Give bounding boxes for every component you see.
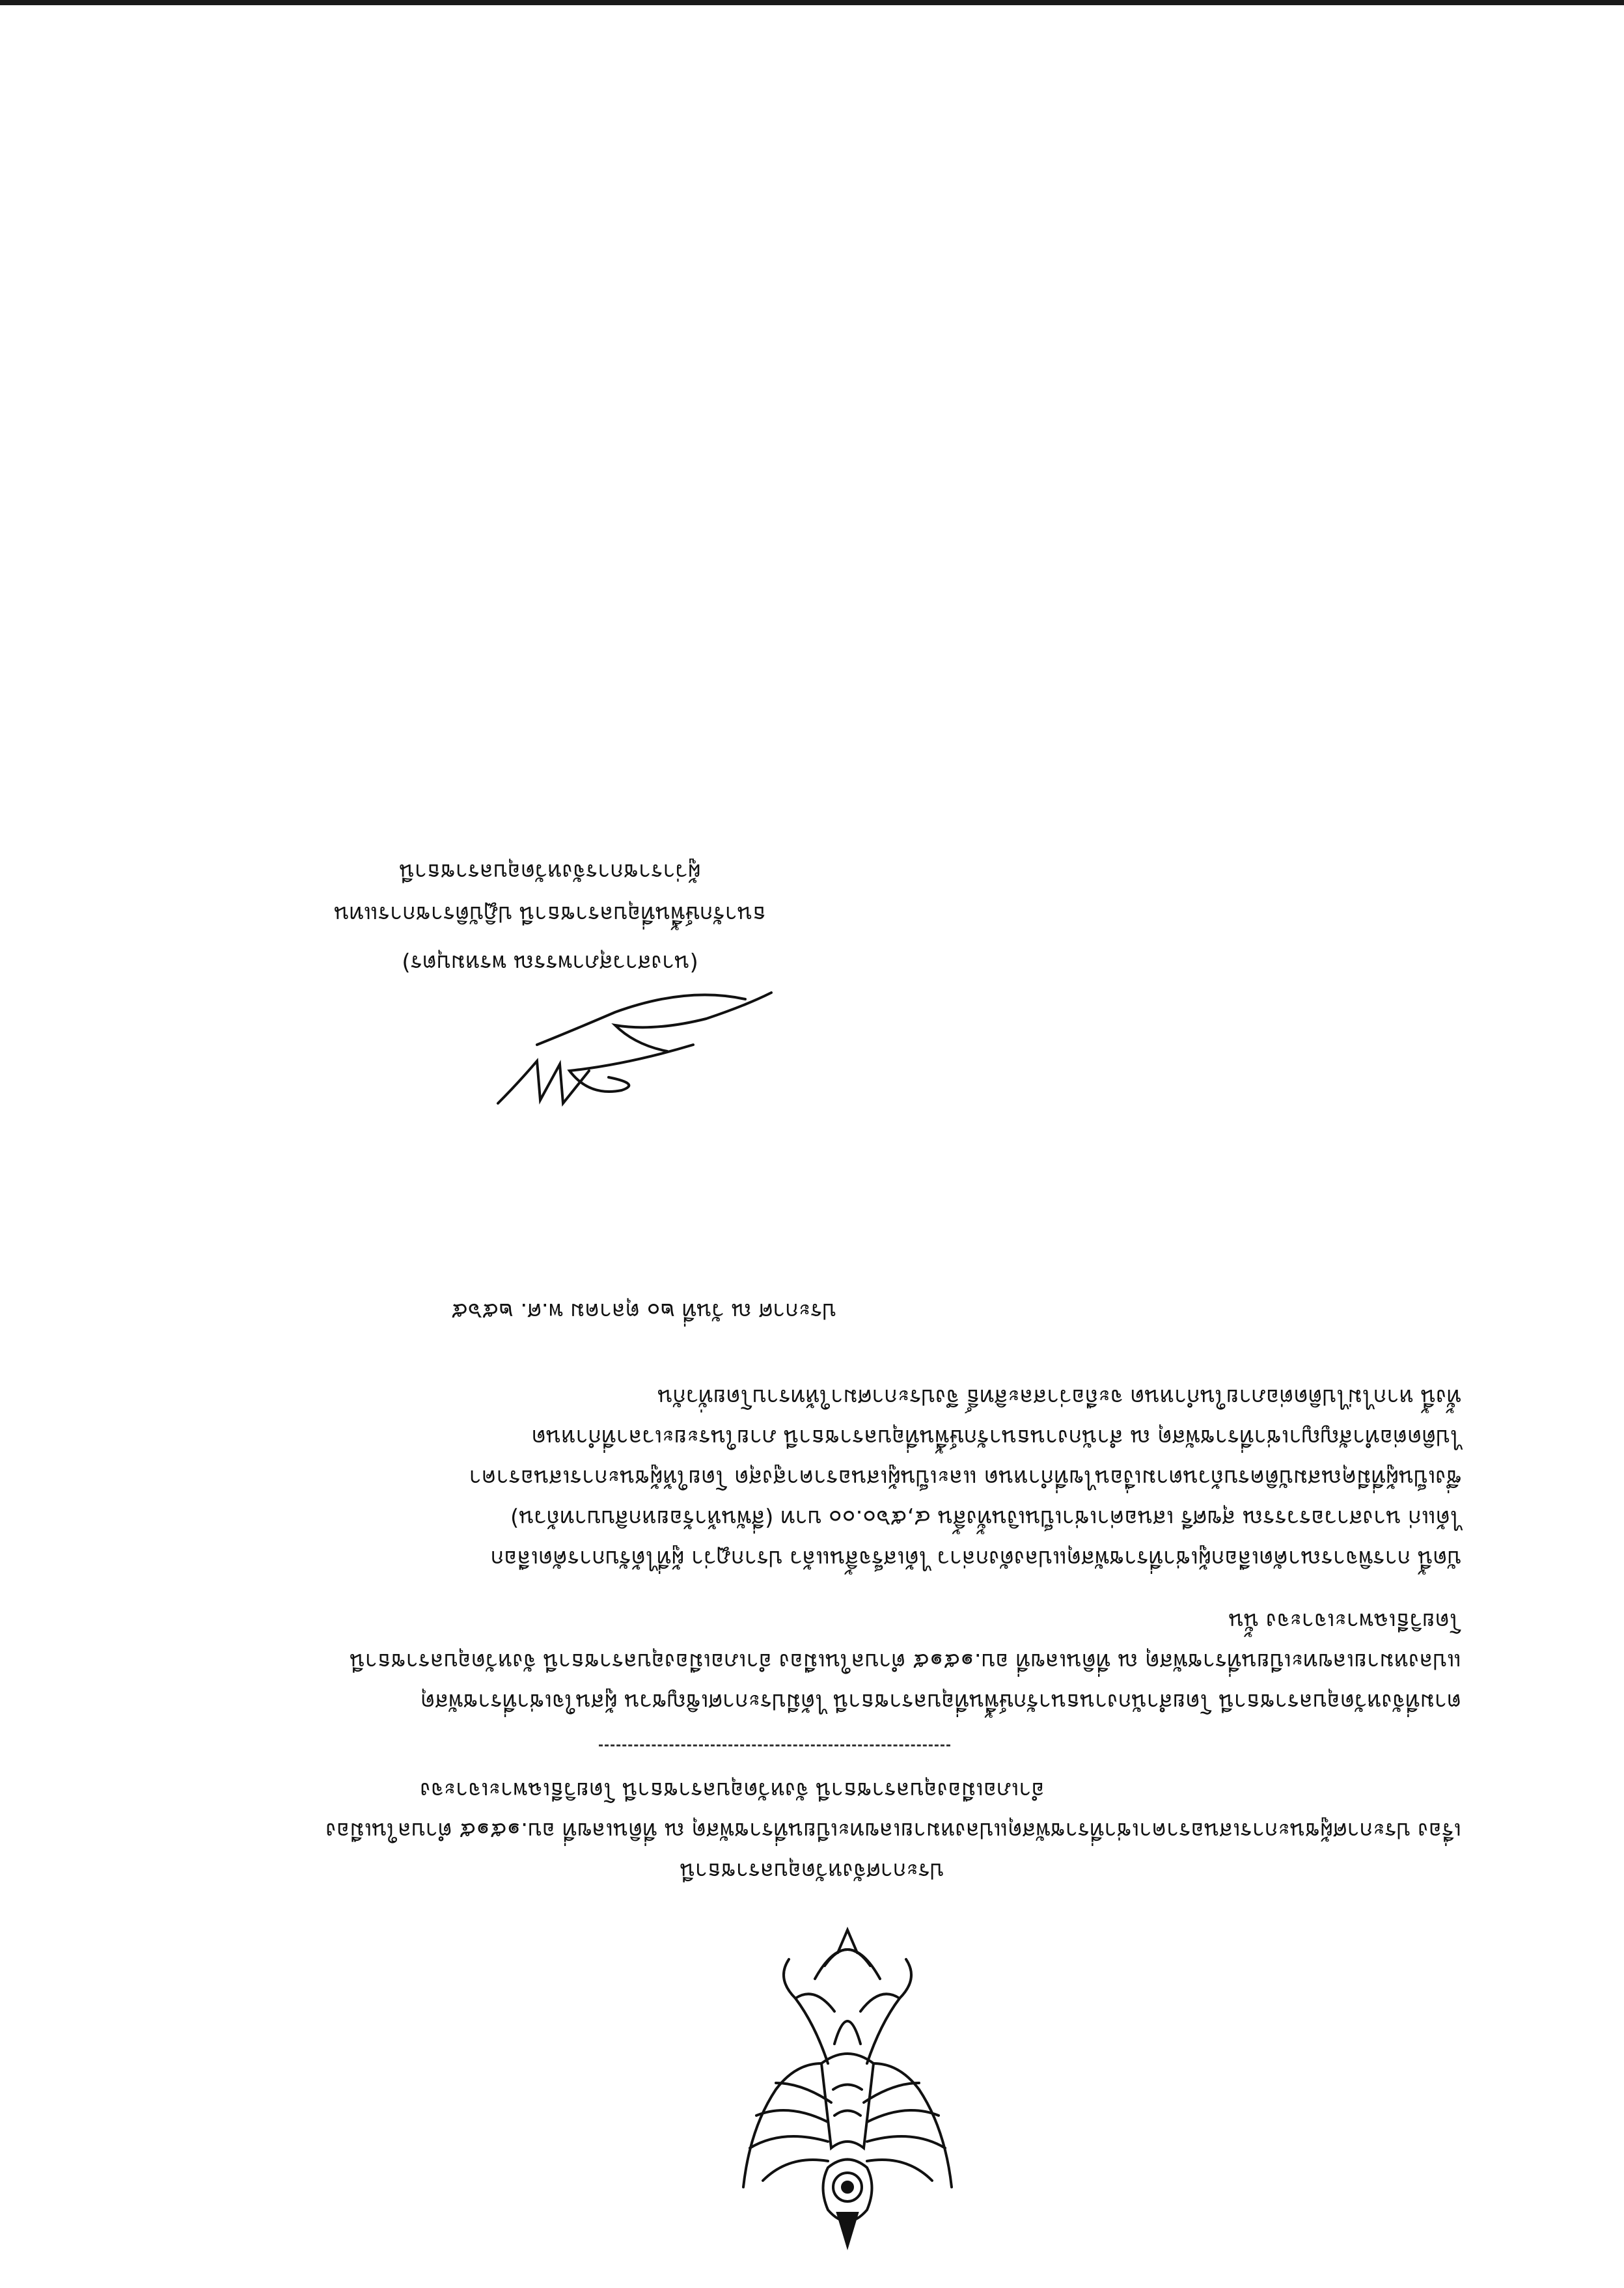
body-paragraph-2-line-3: ซึ่งเป็นผู้ที่มีคุณสมบัติครบถ้วนตามเงื่อนไขที่กำหนด และเป็นผู้เสนอราคาสูงสุด โดยให้ผู้ชนะการเสนอราคา [469, 1465, 1461, 1491]
signer-name: (นางสาวสุภาพรรณ พรหมบุตร) [402, 950, 698, 976]
body-paragraph-1-line-1: ตามที่จังหวัดอุบลราชธานี โดยสำนักงานธนารักษ์พื้นที่อุบลราชธานี ได้มีประกาศเชิญชวน ผู้สนใจเช่าที่ราชพัสดุ [420, 1688, 1461, 1715]
subject-line-continued: อำเภอเมืองอุบลราชธานี จังหวัดอุบลราชธานี โดยวิธีเฉพาะเจาะจง [420, 1777, 1045, 1803]
subject-line: เรื่อง ประกาศผู้ชนะการเสนอราคาเช่าที่ราชพัสดุแปลงหมายเลขทะเบียนที่ราชพัสดุ ณ ที่ดินเลขที่ อบ.๑๕๑๕ ตำบลในเมือง [325, 1817, 1461, 1843]
body-paragraph-2-line-2: ได้แก่ นางสาวอรวรรณ สุขศรี เสนอค่าเช่าเป็นเงินทั้งสิ้น ๔,๕๖๐.๐๐ บาท (สี่พันห้าร้อยหกสิบบาทถ้วน) [510, 1505, 1461, 1531]
signer-position: ธนารักษ์พื้นที่อุบลราชธานี ปฏิบัติราชการแทน [334, 901, 766, 927]
header-divider [599, 1744, 950, 1746]
body-paragraph-1-line-2: แปลงหมายเลขทะเบียนที่ราชพัสดุ ณ ที่ดินเลขที่ อบ.๑๕๑๕ ตำบลในเมือง อำเภอเมืองอุบลราชธานี จังหวัดอุบลราชธานี [350, 1648, 1461, 1674]
document-title: ประกาศจังหวัดอุบลราชธานี [680, 1858, 944, 1884]
body-paragraph-2-line-5: ทั้งนี้ หากไม่ไปติดต่อภายในกำหนด จะถือว่าสละสิทธิ์ จึงประกาศมาให้ทราบโดยทั่วกัน [657, 1384, 1461, 1410]
signature-icon [472, 980, 784, 1123]
announcement-date: ประกาศ ณ วันที่ ๒๐ ตุลาคม พ.ศ. ๒๕๖๕ [451, 1298, 836, 1324]
body-paragraph-1-line-3: โดยวิธีเฉพาะเจาะจง นั้น [1228, 1608, 1461, 1634]
garuda-emblem-icon [737, 1920, 958, 2259]
body-paragraph-2-line-4: ไปติดต่อทำสัญญาเช่าที่ราชพัสดุ ณ สำนักงานธนารักษ์พื้นที่อุบลราชธานี ภายในระยะเวลาที่กำหนด [531, 1424, 1461, 1450]
body-paragraph-2-line-1: บัดนี้ การพิจารณาคัดเลือกผู้เช่าที่ราชพัสดุแปลงดังกล่าว ได้เสร็จสิ้นแล้ว ปรากฏว่า ผู้ที่ได้รับการคัดเลือก [490, 1545, 1461, 1571]
signer-position-continued: ผู้ว่าราชการจังหวัดอุบลราชธานี [399, 859, 701, 885]
